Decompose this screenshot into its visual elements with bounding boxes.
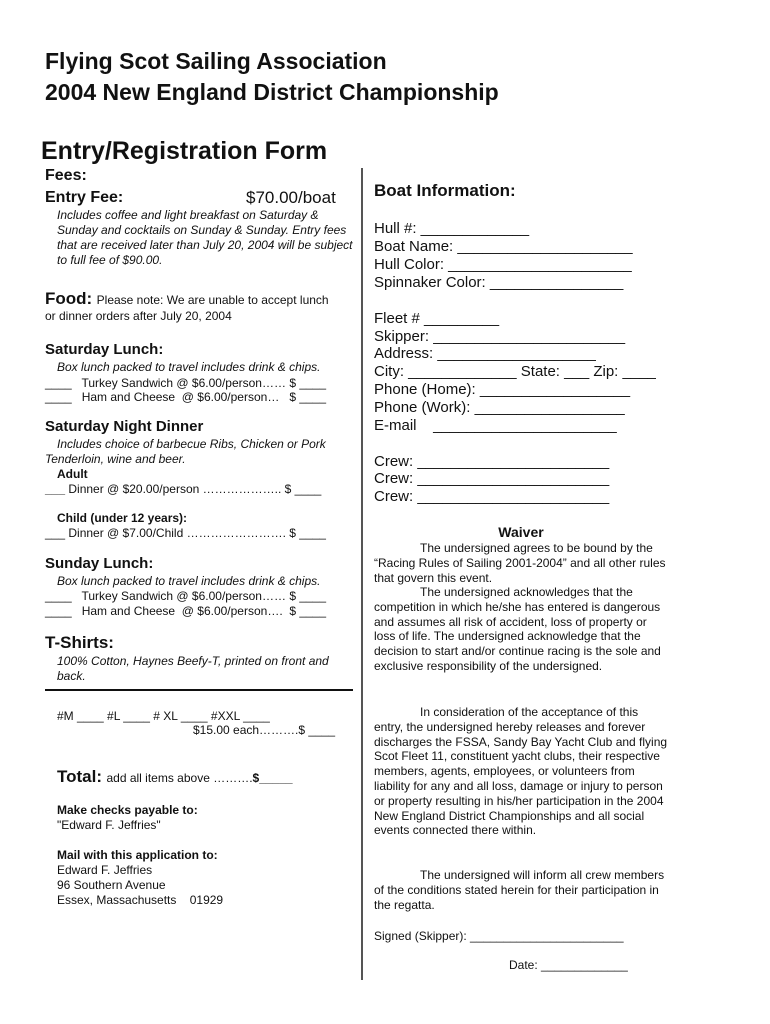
- crew-field-3[interactable]: Crew: _______________________: [374, 488, 610, 505]
- association-title: Flying Scot Sailing Association: [45, 48, 387, 74]
- mail-name: Edward F. Jeffries: [57, 863, 153, 877]
- saturday-dinner-heading: Saturday Night Dinner: [45, 418, 204, 435]
- fees-heading: Fees:: [45, 167, 87, 184]
- crew-field-1[interactable]: Crew: _______________________: [374, 453, 610, 470]
- payee-name: "Edward F. Jeffries": [57, 818, 161, 832]
- mail-street: 96 Southern Avenue: [57, 878, 166, 892]
- column-divider: [361, 168, 363, 980]
- saturday-ham-row[interactable]: ____ Ham and Cheese @ $6.00/person… $ ____: [45, 390, 327, 404]
- waiver-paragraph-4: The undersigned will inform all crew members of the conditions stated herein for their participation in the regatta.: [374, 868, 665, 912]
- total-row: [57, 767, 293, 787]
- food-heading: Food:: [45, 289, 93, 308]
- city-state-zip-field[interactable]: City: _____________ State: ___ Zip: ____: [374, 363, 656, 380]
- adult-label: Adult: [57, 467, 88, 481]
- food-note-line2: or dinner orders after July 20, 2004: [45, 309, 232, 323]
- tshirt-sizes-row[interactable]: #M ____ #L ____ # XL ____ #XXL ____: [57, 709, 270, 723]
- mail-city: Essex, Massachusetts 01929: [57, 893, 224, 907]
- fleet-field[interactable]: Fleet # _________: [374, 310, 500, 327]
- adult-dinner-row[interactable]: [45, 482, 321, 496]
- section-rule: [45, 689, 353, 691]
- saturday-lunch-desc: Box lunch packed to travel includes drink & chips.: [57, 360, 321, 374]
- hull-color-field[interactable]: Hull Color: ______________________: [374, 256, 632, 273]
- child-label: Child (under 12 years):: [57, 511, 188, 525]
- saturday-lunch-heading: Saturday Lunch:: [45, 341, 164, 358]
- saturday-dinner-desc: Includes choice of barbecue Ribs, Chicken or Pork: [57, 437, 326, 451]
- entry-fee-note: Includes coffee and light breakfast on Saturday & Sunday and cocktails on Sunday & Sunday. Entry fees that are received later than July 20, 2004 will be subject to full fee of $90.00.: [57, 208, 353, 267]
- form-title: Entry/Registration Form: [41, 137, 328, 165]
- championship-title: 2004 New England District Championship: [45, 79, 499, 105]
- hull-number-field[interactable]: Hull #: _____________: [374, 220, 530, 237]
- tshirt-price-row[interactable]: $15.00 each……….$ ____: [193, 723, 336, 737]
- spinnaker-color-field[interactable]: Spinnaker Color: ________________: [374, 274, 624, 291]
- boat-info-heading: Boat Information:: [374, 181, 516, 200]
- waiver-paragraph-3: In consideration of the acceptance of this entry, the undersigned hereby releases and forever discharges the FSSA, Sandy Bay Yacht Club and flying Scot Fleet 11, constituent yacht clubs, their respective members, agents, employees, or volunteers from liability for any and all loss, damage or injury to person or property resulting in his/her participation in the 2004 New England District Championships and all social events connected there within.: [374, 705, 668, 838]
- entry-fee-amount: $70.00/boat: [246, 188, 336, 207]
- saturday-dinner-desc2: Tenderloin, wine and beer.: [45, 452, 186, 466]
- address-field[interactable]: Address: ___________________: [374, 345, 596, 362]
- crew-field-2[interactable]: Crew: _______________________: [374, 470, 610, 487]
- signature-date-line[interactable]: Date: _____________: [509, 958, 628, 972]
- food-note-line1: Please note: We are unable to accept lunch: [96, 293, 329, 307]
- mail-label: Mail with this application to:: [57, 848, 218, 862]
- sunday-turkey-row[interactable]: ____ Turkey Sandwich @ $6.00/person…… $ ____: [45, 589, 327, 603]
- total-amount[interactable]: $_____: [252, 771, 293, 785]
- email-field[interactable]: E-mail ______________________: [374, 417, 617, 434]
- skipper-field[interactable]: Skipper: _______________________: [374, 328, 626, 345]
- sunday-lunch-desc: Box lunch packed to travel includes drink & chips.: [57, 574, 321, 588]
- tshirts-desc: 100% Cotton, Haynes Beefy-T, printed on front and back.: [57, 654, 329, 683]
- skipper-signature-line[interactable]: Signed (Skipper): _______________________: [374, 929, 624, 943]
- child-dinner-row[interactable]: ___ Dinner @ $7.00/Child ……………………. $ ____: [45, 526, 326, 540]
- boat-name-field[interactable]: Boat Name: _____________________: [374, 238, 633, 255]
- adult-dinner-text: Dinner @ $20.00/person ……………….. $ ____: [68, 482, 322, 496]
- waiver-paragraph-2: The undersigned acknowledges that the competition in which he/she has entered is dangerous and assumes all risk of accident, loss of property or loss of life. The undersigned acknowledge that the decision to start and/or continue racing is the sole and exclusive responsibility of the undersigned.: [374, 585, 661, 673]
- saturday-turkey-row[interactable]: ____ Turkey Sandwich @ $6.00/person…… $ ____: [45, 376, 327, 390]
- phone-home-field[interactable]: Phone (Home): __________________: [374, 381, 631, 398]
- sunday-ham-row[interactable]: ____ Ham and Cheese @ $6.00/person…. $ ____: [45, 604, 327, 618]
- checks-label: Make checks payable to:: [57, 803, 198, 817]
- phone-work-field[interactable]: Phone (Work): __________________: [374, 399, 625, 416]
- total-label: Total:: [57, 767, 103, 786]
- sunday-lunch-heading: Sunday Lunch:: [45, 555, 154, 572]
- food-note: [45, 289, 329, 309]
- total-text: add all items above ……….: [106, 771, 253, 785]
- tshirts-heading: T-Shirts:: [45, 633, 114, 652]
- waiver-heading: Waiver: [498, 524, 544, 540]
- waiver-paragraph-1: The undersigned agrees to be bound by the “Racing Rules of Sailing 2001-2004” and all other rules that govern this event.: [374, 541, 666, 585]
- entry-fee-label: Entry Fee:: [45, 189, 124, 206]
- adult-count-blank[interactable]: ___: [45, 482, 66, 496]
